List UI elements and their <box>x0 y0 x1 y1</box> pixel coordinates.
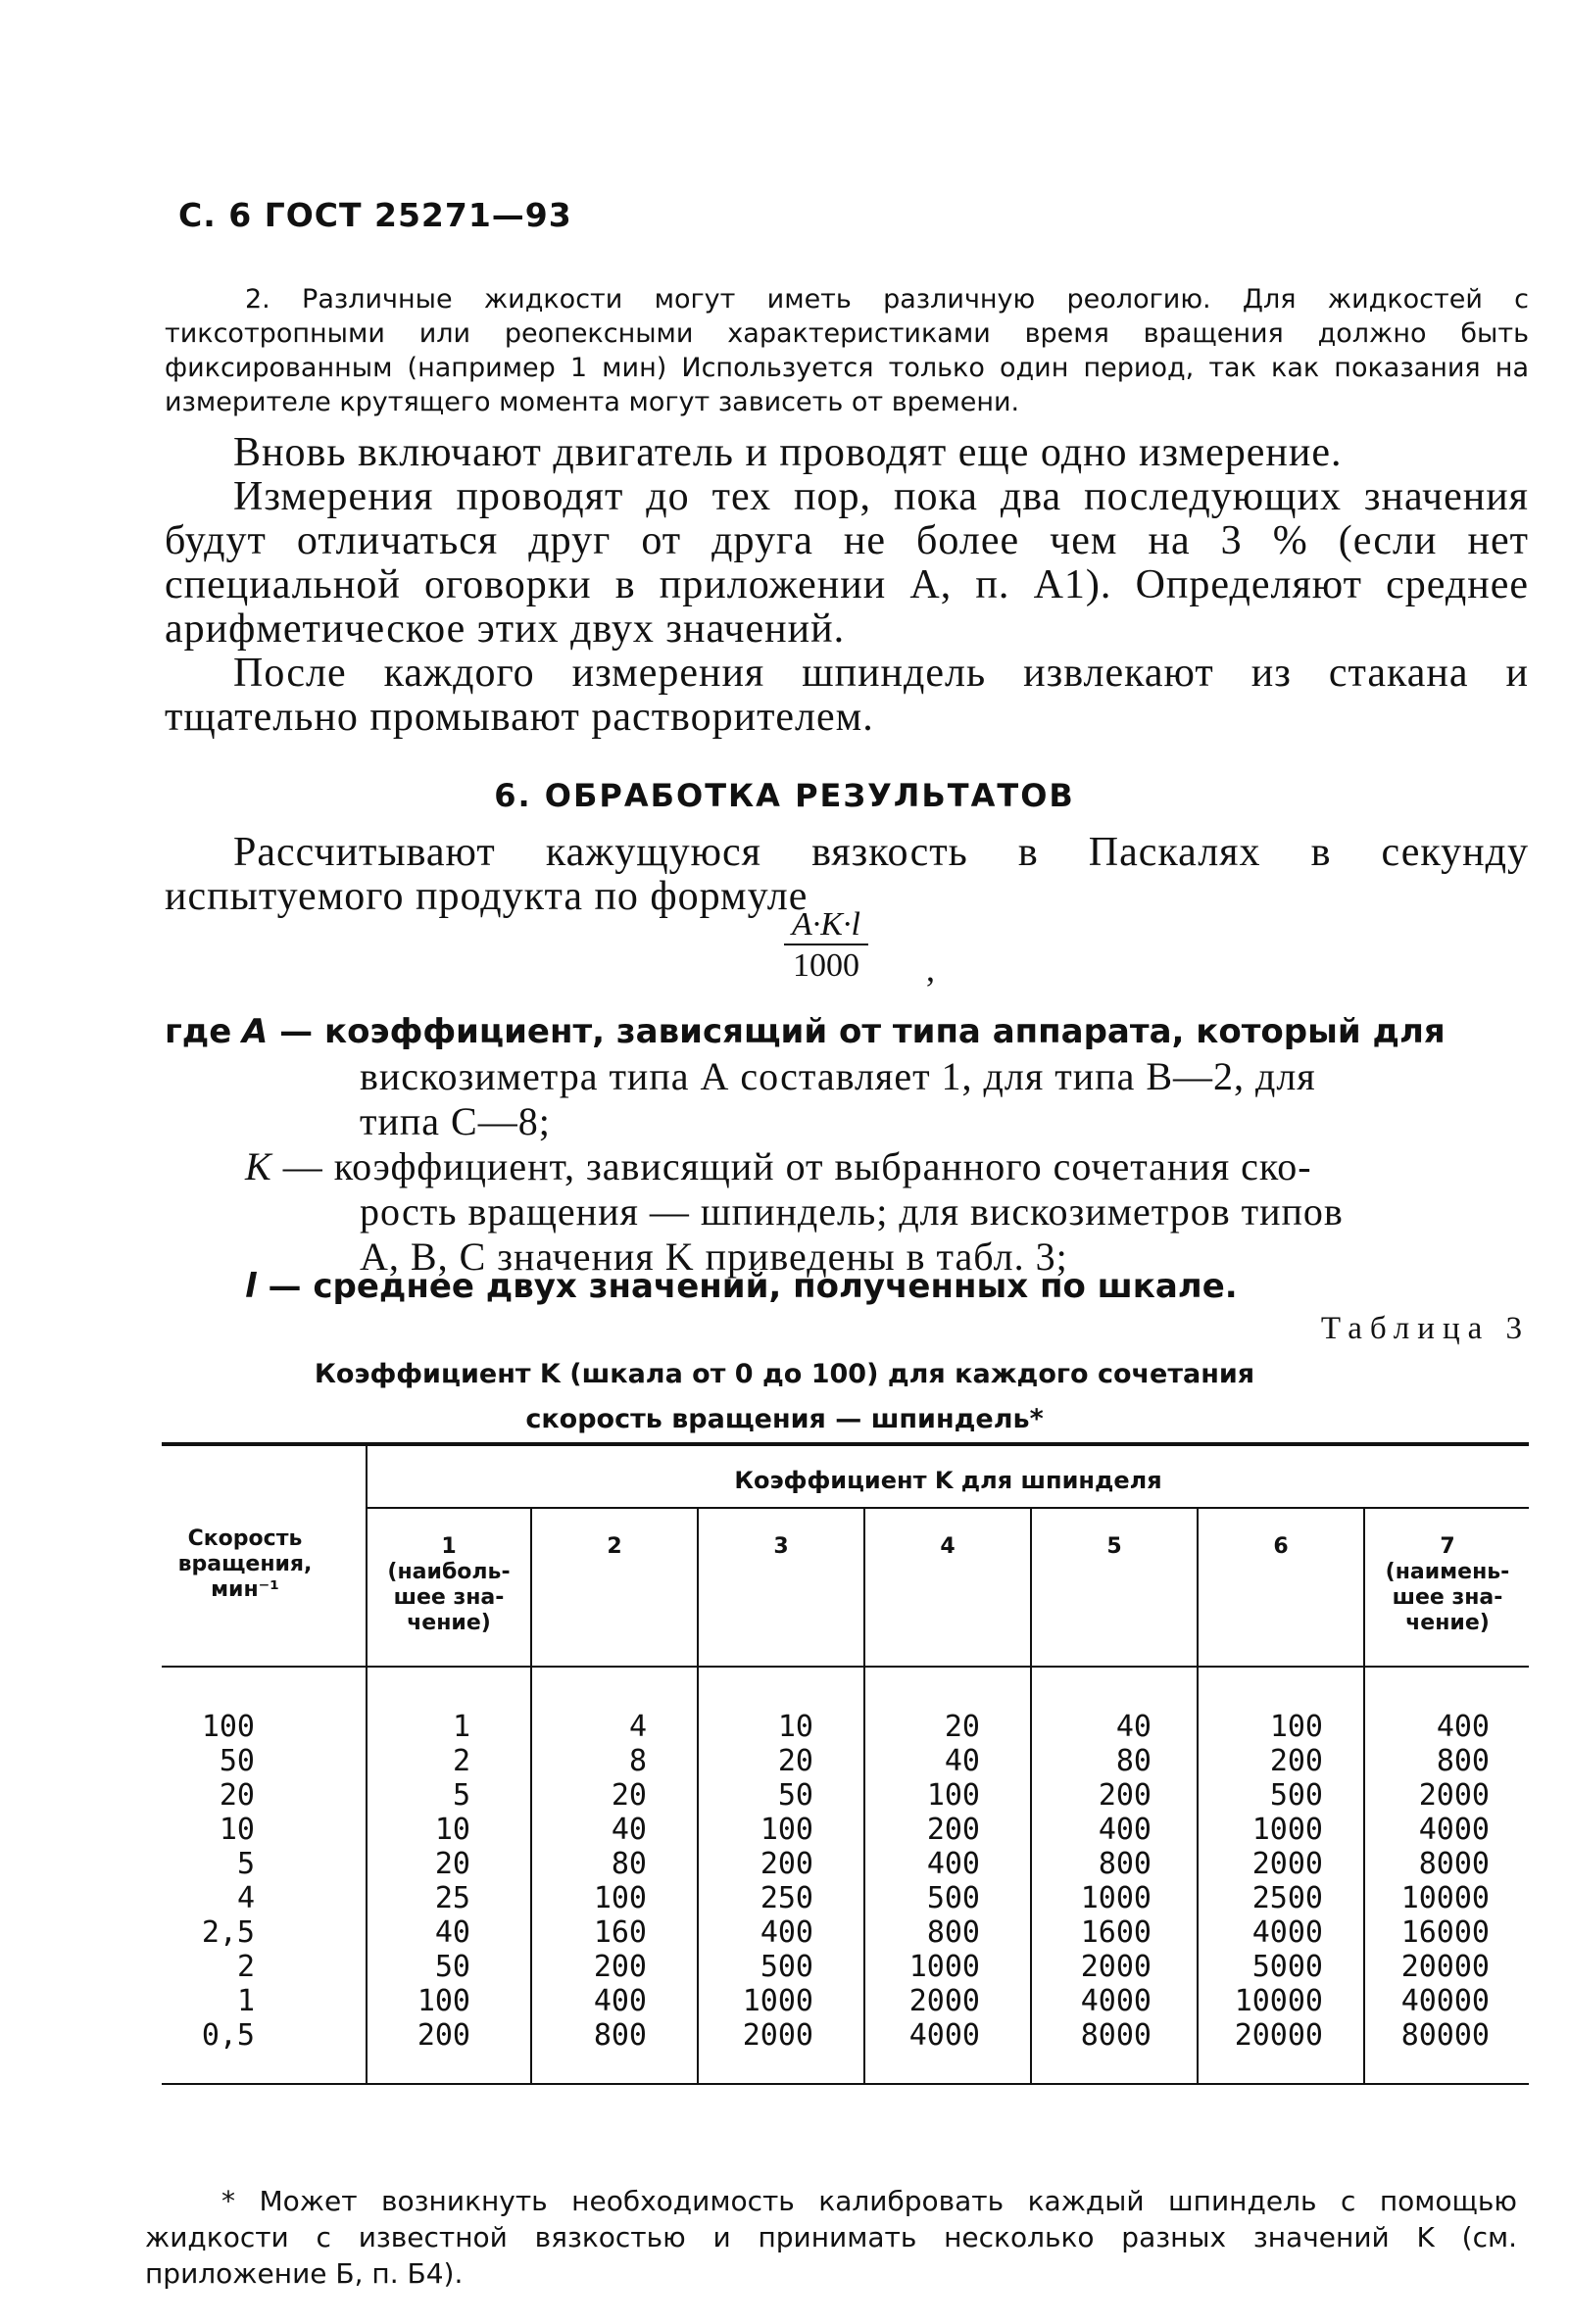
symbol-a: A <box>242 1012 269 1051</box>
table-cell: 5000 <box>1251 1950 1323 1984</box>
definition-l: l — среднее двух значений, полученных по шкале. <box>245 1267 1238 1306</box>
table-cell: 400 <box>926 1847 980 1881</box>
table-bottom-rule <box>162 2083 1529 2085</box>
table-cell: 500 <box>760 1950 813 1984</box>
definition-a: A — коэффициент, зависящий от типа аппарата, который для <box>242 1012 1446 1051</box>
table-vline-0 <box>366 1446 368 2083</box>
table-cell: 500 <box>926 1881 980 1915</box>
table-cell: 400 <box>760 1915 813 1950</box>
formula-trailing: , <box>926 949 935 989</box>
row-header: Скорость вращения, мин⁻¹ <box>177 1526 313 1602</box>
table-vline-2 <box>697 1509 699 2083</box>
paragraph-1: Вновь включают двигатель и проводят еще одно измерение. <box>233 430 1343 475</box>
paragraph-3: После каждого измерения шпиндель извлекают из стакана и тщательно промывают растворителем. <box>165 651 1529 740</box>
table-cell: 500 <box>1269 1778 1323 1813</box>
definitions-lead: где <box>165 1012 232 1051</box>
col-header-5: 5 <box>1106 1534 1122 1559</box>
speed-cell: 0,5 <box>201 2018 255 2053</box>
table-cell: 2 <box>452 1744 470 1778</box>
table-cell: 200 <box>760 1847 813 1881</box>
table-cell: 100 <box>926 1778 980 1813</box>
speed-cell: 50 <box>219 1744 255 1778</box>
symbol-k: K <box>245 1144 272 1188</box>
table-cell: 200 <box>593 1950 647 1984</box>
table-cell: 10000 <box>1234 1984 1323 2018</box>
table-cell: 10000 <box>1400 1881 1490 1915</box>
table-cell: 200 <box>417 2018 470 2053</box>
table-cell: 8000 <box>1418 1847 1490 1881</box>
table-vline-3 <box>863 1509 865 2083</box>
table-cell: 100 <box>417 1984 470 2018</box>
table-cell: 10 <box>777 1710 813 1744</box>
table-cell: 40000 <box>1400 1984 1490 2018</box>
table-cell: 1600 <box>1080 1915 1152 1950</box>
table-title-line-1: Коэффициент K (шкала от 0 до 100) для каждого сочетания <box>314 1359 1255 1389</box>
table-cell: 200 <box>926 1813 980 1847</box>
table-cell: 100 <box>1269 1710 1323 1744</box>
table-cell: 1000 <box>1251 1813 1323 1847</box>
table-cell: 800 <box>1098 1847 1152 1881</box>
table-cell: 800 <box>1436 1744 1490 1778</box>
speed-cell: 2 <box>236 1950 255 1984</box>
table-group-rule <box>366 1507 1529 1509</box>
viscosity-formula <box>784 906 868 985</box>
table-cell: 16000 <box>1400 1915 1490 1950</box>
table-cell: 4 <box>628 1710 647 1744</box>
definition-a-cont-2: типа С—8; <box>360 1099 551 1143</box>
table-cell: 2500 <box>1251 1881 1323 1915</box>
table-cell: 100 <box>760 1813 813 1847</box>
table-cell: 40 <box>611 1813 647 1847</box>
table-cell: 20 <box>611 1778 647 1813</box>
table-cell: 25 <box>434 1881 470 1915</box>
table-cell: 20000 <box>1400 1950 1490 1984</box>
table-cell: 40 <box>1115 1710 1152 1744</box>
table-cell: 4000 <box>1251 1915 1323 1950</box>
table-cell: 40 <box>434 1915 470 1950</box>
table-cell: 8000 <box>1080 2018 1152 2053</box>
section-heading: 6. ОБРАБОТКА РЕЗУЛЬТАТОВ <box>494 777 1075 814</box>
table-cell: 1 <box>452 1710 470 1744</box>
table-label: Таблица 3 <box>1320 1311 1530 1346</box>
note-2: 2. Различные жидкости могут иметь различную реологию. Для жидкостей с тиксотропными или реопексными характеристиками время вращения должно быть фиксированным (например 1 мин) Используется только один период, так как показания на измерителе крутящего момента могут зависеть от времени. <box>165 284 1529 417</box>
table-cell: 40 <box>944 1744 980 1778</box>
table-cell: 2000 <box>1251 1847 1323 1881</box>
table-cell: 200 <box>1269 1744 1323 1778</box>
table-vline-5 <box>1197 1509 1199 2083</box>
col-header-3: 3 <box>773 1534 789 1559</box>
speed-cell: 20 <box>219 1778 255 1813</box>
table-cell: 1000 <box>742 1984 813 2018</box>
col-header-2: 2 <box>607 1534 622 1559</box>
speed-cell: 5 <box>236 1847 255 1881</box>
speed-cell: 4 <box>236 1881 255 1915</box>
table-cell: 2000 <box>1080 1950 1152 1984</box>
table-cell: 1000 <box>1080 1881 1152 1915</box>
table-cell: 80 <box>611 1847 647 1881</box>
table-cell: 50 <box>434 1950 470 1984</box>
definition-a-cont-1: вискозиметра типа А составляет 1, для типа В—2, для <box>360 1054 1316 1098</box>
table-cell: 400 <box>1436 1710 1490 1744</box>
table-cell: 20 <box>944 1710 980 1744</box>
definition-k-cont-1: рость вращения — шпиндель; для вискозиметров типов <box>360 1189 1344 1234</box>
table-cell: 50 <box>777 1778 813 1813</box>
table-cell: 250 <box>760 1881 813 1915</box>
table-cell: 800 <box>593 2018 647 2053</box>
speed-cell: 1 <box>236 1984 255 2018</box>
table-cell: 10 <box>434 1813 470 1847</box>
page-header: С. 6 ГОСТ 25271—93 <box>178 196 572 234</box>
table-cell: 2000 <box>742 2018 813 2053</box>
table-vline-6 <box>1363 1509 1365 2083</box>
table-title <box>0 1352 1569 1442</box>
table-cell: 4000 <box>1080 1984 1152 2018</box>
table-cell: 1000 <box>908 1950 980 1984</box>
table-cell: 20000 <box>1234 2018 1323 2053</box>
table-cell: 80 <box>1115 1744 1152 1778</box>
table-cell: 2000 <box>908 1984 980 2018</box>
formula-denominator: 1000 <box>792 947 859 984</box>
table-cell: 400 <box>1098 1813 1152 1847</box>
table-title-line-2: скорость вращения — шпиндель* <box>525 1404 1044 1434</box>
table-cell: 5 <box>452 1778 470 1813</box>
group-header: Коэффициент K для шпинделя <box>734 1467 1162 1494</box>
table-cell: 4000 <box>1418 1813 1490 1847</box>
table-footnote: * Может возникнуть необходимость калибровать каждый шпиндель с помощью жидкости с известной вязкостью и принимать несколько разных значений K (см. приложение Б, п. Б4). <box>145 2185 1517 2290</box>
table-cell: 800 <box>926 1915 980 1950</box>
table-cell: 160 <box>593 1915 647 1950</box>
table-cell: 100 <box>593 1881 647 1915</box>
table-cell: 8 <box>628 1744 647 1778</box>
table-cell: 400 <box>593 1984 647 2018</box>
speed-cell: 10 <box>219 1813 255 1847</box>
speed-cell: 100 <box>201 1710 255 1744</box>
table-cell: 200 <box>1098 1778 1152 1813</box>
paragraph-4: Рассчитывают кажущуюся вязкость в Паскалях в секунду испытуемого продукта по формуле <box>165 830 1529 919</box>
col-header-1: 1 (наиболь- шее зна- чение) <box>387 1534 511 1635</box>
table-cell: 20 <box>777 1744 813 1778</box>
paragraph-2: Измерения проводят до тех пор, пока два последующих значения будут отличаться друг от друга не более чем на 3 % (если нет специальной оговорки в приложении А, п. А1). Определяют среднее арифметическое этих двух значений. <box>165 474 1529 652</box>
table-cell: 4000 <box>908 2018 980 2053</box>
definition-k-cont-2: А, В, С значения K приведены в табл. 3; <box>360 1235 1068 1279</box>
table-cell: 80000 <box>1400 2018 1490 2053</box>
col-header-4: 4 <box>940 1534 956 1559</box>
speed-cell: 2,5 <box>201 1915 255 1950</box>
table-cell: 2000 <box>1418 1778 1490 1813</box>
table-cell: 20 <box>434 1847 470 1881</box>
table-vline-1 <box>530 1509 532 2083</box>
table-vline-4 <box>1030 1509 1032 2083</box>
definition-k: K — коэффициент, зависящий от выбранного сочетания ско- <box>245 1144 1312 1188</box>
col-header-7: 7 (наимень- шее зна- чение) <box>1385 1534 1510 1635</box>
col-header-6: 6 <box>1273 1534 1289 1559</box>
symbol-l: l <box>245 1267 257 1306</box>
formula-numerator: A·K·l <box>784 906 868 945</box>
